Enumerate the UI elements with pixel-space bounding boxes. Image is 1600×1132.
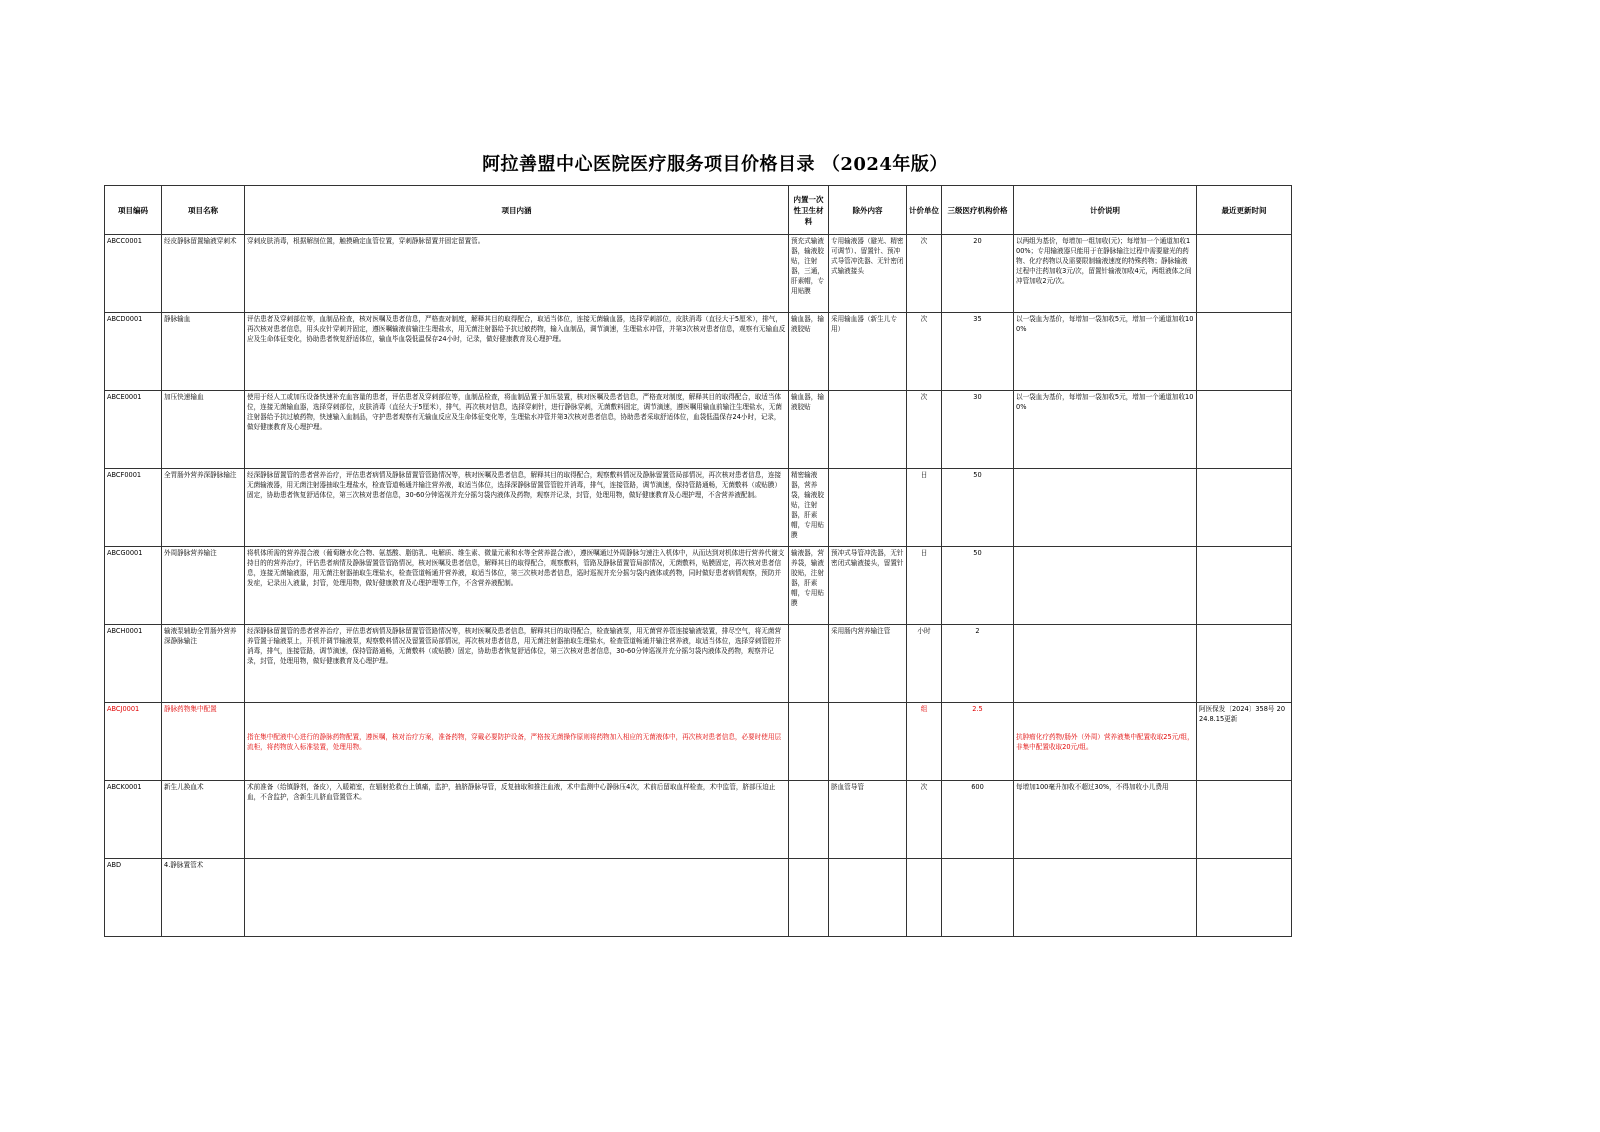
- cell-updated: [1197, 313, 1292, 391]
- cell-name: 静脉输血: [162, 313, 245, 391]
- cell-unit: 次: [907, 313, 942, 391]
- header-unit: 计价单位: [907, 186, 942, 235]
- cell-price: 20: [942, 235, 1014, 313]
- cell-materials: [789, 781, 829, 859]
- cell-code: ABCC0001: [105, 235, 162, 313]
- cell-unit: 次: [907, 781, 942, 859]
- cell-unit: 次: [907, 391, 942, 469]
- cell-unit: 次: [907, 235, 942, 313]
- cell-materials: [789, 859, 829, 937]
- cell-excluded: 专用输液器（避光、精密可调节）、留置针、预冲式导管冲洗器、无针密闭式输液接头: [829, 235, 907, 313]
- price-table: [104, 185, 1292, 937]
- cell-excluded: [829, 391, 907, 469]
- cell-updated: [1197, 235, 1292, 313]
- cell-price: 50: [942, 469, 1014, 547]
- cell-code: ABCD0001: [105, 313, 162, 391]
- cell-content: 术前准备（给镇静剂，备皮），入暖箱室，在辐射抢救台上镇痛，监护，抽脐静脉导管，反复抽取和推注血液，术中监测中心静脉压4次，术前后留取血样检查，术中监管，脐部压迫止血，不含监护，含新生儿脐血管置管术。: [245, 781, 789, 859]
- header-excluded: 除外内容: [829, 186, 907, 235]
- cell-name: 新生儿换血术: [162, 781, 245, 859]
- cell-code: ABD: [105, 859, 162, 937]
- cell-price: 50: [942, 547, 1014, 625]
- cell-content: [245, 859, 789, 937]
- cell-code: ABCK0001: [105, 781, 162, 859]
- table-row: [105, 313, 1292, 391]
- cell-note: 每增加100毫升加收不超过30%，不得加收小儿费用: [1014, 781, 1197, 859]
- table-row: [105, 469, 1292, 547]
- cell-materials: [789, 625, 829, 703]
- cell-excluded: 采用输血器（新生儿专用）: [829, 313, 907, 391]
- header-code: 项目编码: [105, 186, 162, 235]
- cell-materials: [789, 703, 829, 781]
- table-row: [105, 625, 1292, 703]
- cell-note: 以两组为基价，每增加一组加收(元)；每增加一个通道加收100%；专用输液器只能用于在静脉输注过程中需要避光的药物、化疗药物以及需要限制输液速度的特殊药物；静脉输液过程中注药加收3元/次，留置针输液加收4元，两组液体之间冲管加收2元/次。: [1014, 235, 1197, 313]
- header-updated: 最近更新时间: [1197, 186, 1292, 235]
- cell-updated: [1197, 469, 1292, 547]
- cell-updated: 阿医保发〔2024〕358号 2024.8.15更新: [1197, 703, 1292, 781]
- cell-materials: 输血器，输液胶贴: [789, 391, 829, 469]
- cell-name: 静脉药物集中配置: [162, 703, 245, 781]
- cell-note: [1014, 547, 1197, 625]
- cell-updated: [1197, 781, 1292, 859]
- cell-unit: 日: [907, 469, 942, 547]
- cell-name: 加压快速输血: [162, 391, 245, 469]
- header-note: 计价说明: [1014, 186, 1197, 235]
- cell-excluded: [829, 469, 907, 547]
- cell-note: [1014, 859, 1197, 937]
- cell-code: ABCG0001: [105, 547, 162, 625]
- cell-price: [942, 859, 1014, 937]
- cell-content: 评估患者及穿刺部位等，血制品检查，核对医嘱及患者信息，严格查对制度，解释其目的取得配合，取适当体位，连接无菌输血器，选择穿刺部位，皮肤消毒（直径大于5厘米），排气，再次核对患者信息，用头皮针穿刺并固定，遵医嘱输液前输注生理盐水，用无菌注射器给予抗过敏药物，输入血制品，调节滴速，生理盐水冲管，并第3次核对患者信息，观察有无输血反应及生命体征变化，协助患者恢复舒适体位，输血毕血袋低温保存24小时，记录，做好健康教育及心理护理。: [245, 313, 789, 391]
- cell-excluded: [829, 859, 907, 937]
- cell-materials: 输血器，输液胶贴: [789, 313, 829, 391]
- cell-unit: 小时: [907, 625, 942, 703]
- cell-price: 35: [942, 313, 1014, 391]
- cell-name: 全胃肠外营养深静脉输注: [162, 469, 245, 547]
- cell-materials: 输液器，营养袋，输液胶贴，注射器，肝素帽，专用贴膜: [789, 547, 829, 625]
- table-row-highlighted: [105, 703, 1292, 781]
- cell-excluded: [829, 703, 907, 781]
- cell-unit: [907, 859, 942, 937]
- cell-price: 2: [942, 625, 1014, 703]
- table-row: [105, 235, 1292, 313]
- cell-code: ABCJ0001: [105, 703, 162, 781]
- table-row: [105, 547, 1292, 625]
- cell-note: [1014, 469, 1197, 547]
- header-price: 三级医疗机构价格: [942, 186, 1014, 235]
- cell-materials: 预充式输液器，输液胶贴，注射器，三通，肝素帽，专用贴膜: [789, 235, 829, 313]
- header-content: 项目内涵: [245, 186, 789, 235]
- cell-code: ABCH0001: [105, 625, 162, 703]
- cell-note: [1014, 625, 1197, 703]
- cell-name: 输液泵辅助全胃肠外营养深静脉输注: [162, 625, 245, 703]
- cell-excluded: 预冲式导管冲洗器，无针密闭式输液接头，留置针: [829, 547, 907, 625]
- cell-updated: [1197, 859, 1292, 937]
- cell-content: 经深静脉留置管的患者营养治疗，评估患者病情及静脉留置管管路情况等，核对医嘱及患者信息，解释其目的取得配合，检查输液泵，用无菌营养管连接输液装置，排尽空气，将无菌营养管置于输液泵上，开机并调节输液泵，观察敷料情况及留置管局部情况，再次核对患者信息，用无菌注射器抽取生理盐水，检查管道畅通并输注营养液，取适当体位，选择穿刺管腔并消毒，排气，连接管路，调节滴速，保持管路通畅，无菌敷料（或贴膜）固定，协助患者恢复舒适体位，第三次核对患者信息，30-60分钟巡视并充分摇匀袋内液体及药物，观察并记录，封管，处理用物，做好健康教育及心理护理。: [245, 625, 789, 703]
- cell-unit: 日: [907, 547, 942, 625]
- cell-content: 经深静脉留置管的患者营养治疗，评估患者病情及静脉留置管管路情况等，核对医嘱及患者信息，解释其目的取得配合，观察敷料情况及静脉留置管局部情况，再次核对患者信息，连接无菌输液器，用无菌注射器抽取生理盐水，检查管道畅通并输注营养液，取适当体位，选择深静脉留置管管腔并消毒，排气，连接管路，调节滴速，保持管路通畅，无菌敷料（或贴膜）固定，协助患者恢复舒适体位，第三次核对患者信息，30-60分钟巡视并充分摇匀袋内液体及药物，观察并记录，封管，处理用物，做好健康教育及心理护理，不含营养液配制。: [245, 469, 789, 547]
- cell-note: 抗肿瘤化疗药物/肠外（外周）营养液集中配置收取25元/组，非集中配置收取20元/组。: [1014, 703, 1197, 781]
- cell-price: 30: [942, 391, 1014, 469]
- header-materials: 内置一次性卫生材料: [789, 186, 829, 235]
- cell-content: 将机体所需的营养混合液（葡萄糖水化合物、氨基酸、脂肪乳、电解质、维生素、微量元素和水等全营养混合液），遵医嘱通过外周静脉匀速注入机体中，从而达到对机体进行营养代谢支持目的的营养治疗，评估患者病情及静脉留置管管路情况，核对医嘱及患者信息，解释其目的取得配合，观察敷料，管路及静脉留置管局部情况，无菌敷料，贴膜固定，再次核对患者信息，连接无菌输液器，用无菌注射器抽取生理盐水，检查管道畅通并营养液，取适当体位，第三次核对患者信息，巡时巡视并充分摇匀袋内液体或药物，同时做好患者病情观察，预防并发症，记录出入液量，封管，处理用物，做好健康教育及心理护理等工作，不含营养液配制。: [245, 547, 789, 625]
- cell-name: 经皮静脉留置输液穿刺术: [162, 235, 245, 313]
- table-row: [105, 859, 1292, 937]
- cell-updated: [1197, 547, 1292, 625]
- cell-name: 4.静脉置管术: [162, 859, 245, 937]
- cell-note: 以一袋血为基价，每增加一袋加收5元，增加一个通道加收100%: [1014, 391, 1197, 469]
- cell-content: 指在集中配液中心进行的静脉药物配置，遵医嘱，核对治疗方案，准备药物，穿戴必要防护设备，严格按无菌操作原则将药物加入相应的无菌液体中，再次核对患者信息，必要时使用层流柜，将药物放入标准装置，处理用物。: [245, 703, 789, 781]
- cell-updated: [1197, 625, 1292, 703]
- cell-excluded: 脐血管导管: [829, 781, 907, 859]
- cell-excluded: 采用肠内营养输注管: [829, 625, 907, 703]
- table-row: [105, 391, 1292, 469]
- cell-materials: 精密输液器，营养袋，输液胶贴，注射器，肝素帽，专用贴膜: [789, 469, 829, 547]
- cell-code: ABCF0001: [105, 469, 162, 547]
- cell-unit: 组: [907, 703, 942, 781]
- cell-price: 2.5: [942, 703, 1014, 781]
- table-row: [105, 781, 1292, 859]
- cell-note: 以一袋血为基价，每增加一袋加收5元，增加一个通道加收100%: [1014, 313, 1197, 391]
- cell-name: 外周静脉营养输注: [162, 547, 245, 625]
- cell-price: 600: [942, 781, 1014, 859]
- cell-updated: [1197, 391, 1292, 469]
- cell-code: ABCE0001: [105, 391, 162, 469]
- header-name: 项目名称: [162, 186, 245, 235]
- cell-content: 使用于经人工或加压设备快速补充血容量的患者，评估患者及穿刺部位等，血制品检查，将血制品置于加压装置，核对医嘱及患者信息，严格查对制度，解释其目的取得配合，取适当体位，连接无菌输血器，选择穿刺部位，皮肤消毒（直径大于5厘米），排气，再次核对信息，选择穿刺针，进行静脉穿刺，无菌敷料固定，调节滴速，遵医嘱用输血前输注生理盐水，无菌注射器给予抗过敏药物，快速输入血制品，守护患者观察有无输血反应及生命体征变化等，生理盐水冲管并第3次核对患者信息，协助患者采取舒适体位，血袋低温保存24小时，记录，做好健康教育及心理护理。: [245, 391, 789, 469]
- table-body: [105, 235, 1292, 937]
- header-row: [105, 186, 1292, 235]
- cell-content: 穿刺皮肤消毒，根据解剖位置，触摸确定血管位置，穿刺静脉留置并固定留置管。: [245, 235, 789, 313]
- document-title: 阿拉善盟中心医院医疗服务项目价格目录 （2024年版）: [482, 154, 948, 175]
